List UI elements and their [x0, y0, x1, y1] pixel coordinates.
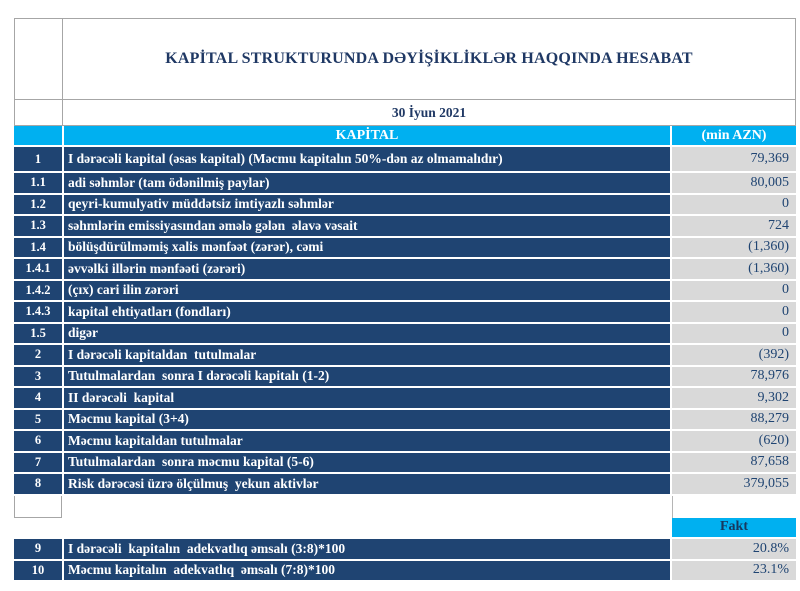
row-number: 7 — [14, 453, 62, 473]
table-row — [14, 173, 796, 193]
row-label: (çıx) cari ilin zərəri — [64, 281, 670, 301]
row-label: Məcmu kapitalın adekvatlıq əmsalı (7:8)*100 — [64, 561, 670, 581]
row-value: 87,658 — [672, 453, 796, 473]
table-row — [14, 474, 796, 494]
row-label: I dərəcəli kapitalın adekvatlıq əmsalı (3:8)*100 — [64, 539, 670, 559]
table-row — [14, 367, 796, 387]
row-label: kapital ehtiyatları (fondları) — [64, 302, 670, 322]
row-label: I dərəcəli kapitaldan tutulmalar — [64, 345, 670, 365]
row-number: 1.1 — [14, 173, 62, 193]
row-value: 0 — [672, 195, 796, 215]
row-label: Məcmu kapitaldan tutulmalar — [64, 431, 670, 451]
row-value: 9,302 — [672, 388, 796, 408]
spacer-row — [14, 496, 796, 518]
date-corner-cell — [15, 100, 63, 125]
row-label: bölüşdürülməmiş xalis mənfəət (zərər), cəmi — [64, 238, 670, 258]
row-label: II dərəcəli kapital — [64, 388, 670, 408]
row-number: 1 — [14, 147, 62, 171]
spacer-number-cell — [14, 496, 62, 518]
spacer-label-cell — [64, 496, 670, 518]
title-corner-cell — [15, 19, 63, 99]
capital-structure-report — [14, 18, 796, 582]
title-row — [14, 18, 796, 100]
row-label: səhmlərin emissiyasından əmələ gələn əlavə vəsait — [64, 216, 670, 236]
date-row — [14, 100, 796, 126]
fakt-number-cell — [14, 518, 62, 538]
row-number: 1.4.2 — [14, 281, 62, 301]
row-value: (1,360) — [672, 238, 796, 258]
date-cell — [63, 100, 795, 125]
report-date: 30 İyun 2021 — [391, 104, 467, 120]
table-row — [14, 561, 796, 581]
row-value: (392) — [672, 345, 796, 365]
row-label: adi səhmlər (tam ödənilmiş paylar) — [64, 173, 670, 193]
row-value: 0 — [672, 324, 796, 344]
row-value: 0 — [672, 302, 796, 322]
table-row — [14, 410, 796, 430]
row-number: 5 — [14, 410, 62, 430]
row-number: 1.5 — [14, 324, 62, 344]
fakt-header: Fakt — [672, 518, 796, 538]
table-header-row — [14, 126, 796, 145]
row-value: 0 — [672, 281, 796, 301]
row-value: 20.8% — [672, 539, 796, 559]
column-header-kapital: KAPİTAL — [64, 126, 670, 145]
fakt-header-row — [14, 518, 796, 538]
row-label: Tutulmalardan sonra məcmu kapital (5-6) — [64, 453, 670, 473]
report-title: KAPİTAL STRUKTURUNDA DƏYİŞİKLİKLƏR HAQQINDA HESABAT — [165, 50, 693, 67]
table-row — [14, 324, 796, 344]
table-row — [14, 345, 796, 365]
column-header-unit: (min AZN) — [672, 126, 796, 145]
row-number: 1.4 — [14, 238, 62, 258]
row-number: 1.3 — [14, 216, 62, 236]
table-row — [14, 281, 796, 301]
fakt-label-cell — [64, 518, 670, 538]
row-label: Məcmu kapital (3+4) — [64, 410, 670, 430]
row-number: 8 — [14, 474, 62, 494]
table-row — [14, 238, 796, 258]
row-value: 23.1% — [672, 561, 796, 581]
row-label: Tutulmalardan sonra I dərəcəli kapitalı (1-2) — [64, 367, 670, 387]
table-row — [14, 147, 796, 171]
table-row — [14, 388, 796, 408]
row-label: digər — [64, 324, 670, 344]
row-value: 724 — [672, 216, 796, 236]
row-number: 2 — [14, 345, 62, 365]
table-row — [14, 259, 796, 279]
row-label: Risk dərəcəsi üzrə ölçülmuş yekun aktivlər — [64, 474, 670, 494]
table-row — [14, 302, 796, 322]
table-row — [14, 539, 796, 559]
header-number-cell — [14, 126, 62, 145]
row-number: 1.4.1 — [14, 259, 62, 279]
row-label: əvvəlki illərin mənfəəti (zərəri) — [64, 259, 670, 279]
table-row — [14, 216, 796, 236]
row-value: 88,279 — [672, 410, 796, 430]
row-value: 78,976 — [672, 367, 796, 387]
row-number: 9 — [14, 539, 62, 559]
row-value: (1,360) — [672, 259, 796, 279]
table-row — [14, 453, 796, 473]
table-row — [14, 195, 796, 215]
title-cell — [63, 19, 795, 99]
row-label: I dərəcəli kapital (əsas kapital) (Məcmu kapitalın 50%-dən az olmamalıdır) — [64, 147, 670, 171]
row-value: 79,369 — [672, 147, 796, 171]
row-number: 10 — [14, 561, 62, 581]
row-label: qeyri-kumulyativ müddətsiz imtiyazlı səhmlər — [64, 195, 670, 215]
row-number: 4 — [14, 388, 62, 408]
row-value: 80,005 — [672, 173, 796, 193]
row-number: 1.2 — [14, 195, 62, 215]
table-row — [14, 431, 796, 451]
row-number: 1.4.3 — [14, 302, 62, 322]
row-number: 6 — [14, 431, 62, 451]
row-number: 3 — [14, 367, 62, 387]
spacer-value-cell — [672, 496, 796, 518]
row-value: (620) — [672, 431, 796, 451]
row-value: 379,055 — [672, 474, 796, 494]
